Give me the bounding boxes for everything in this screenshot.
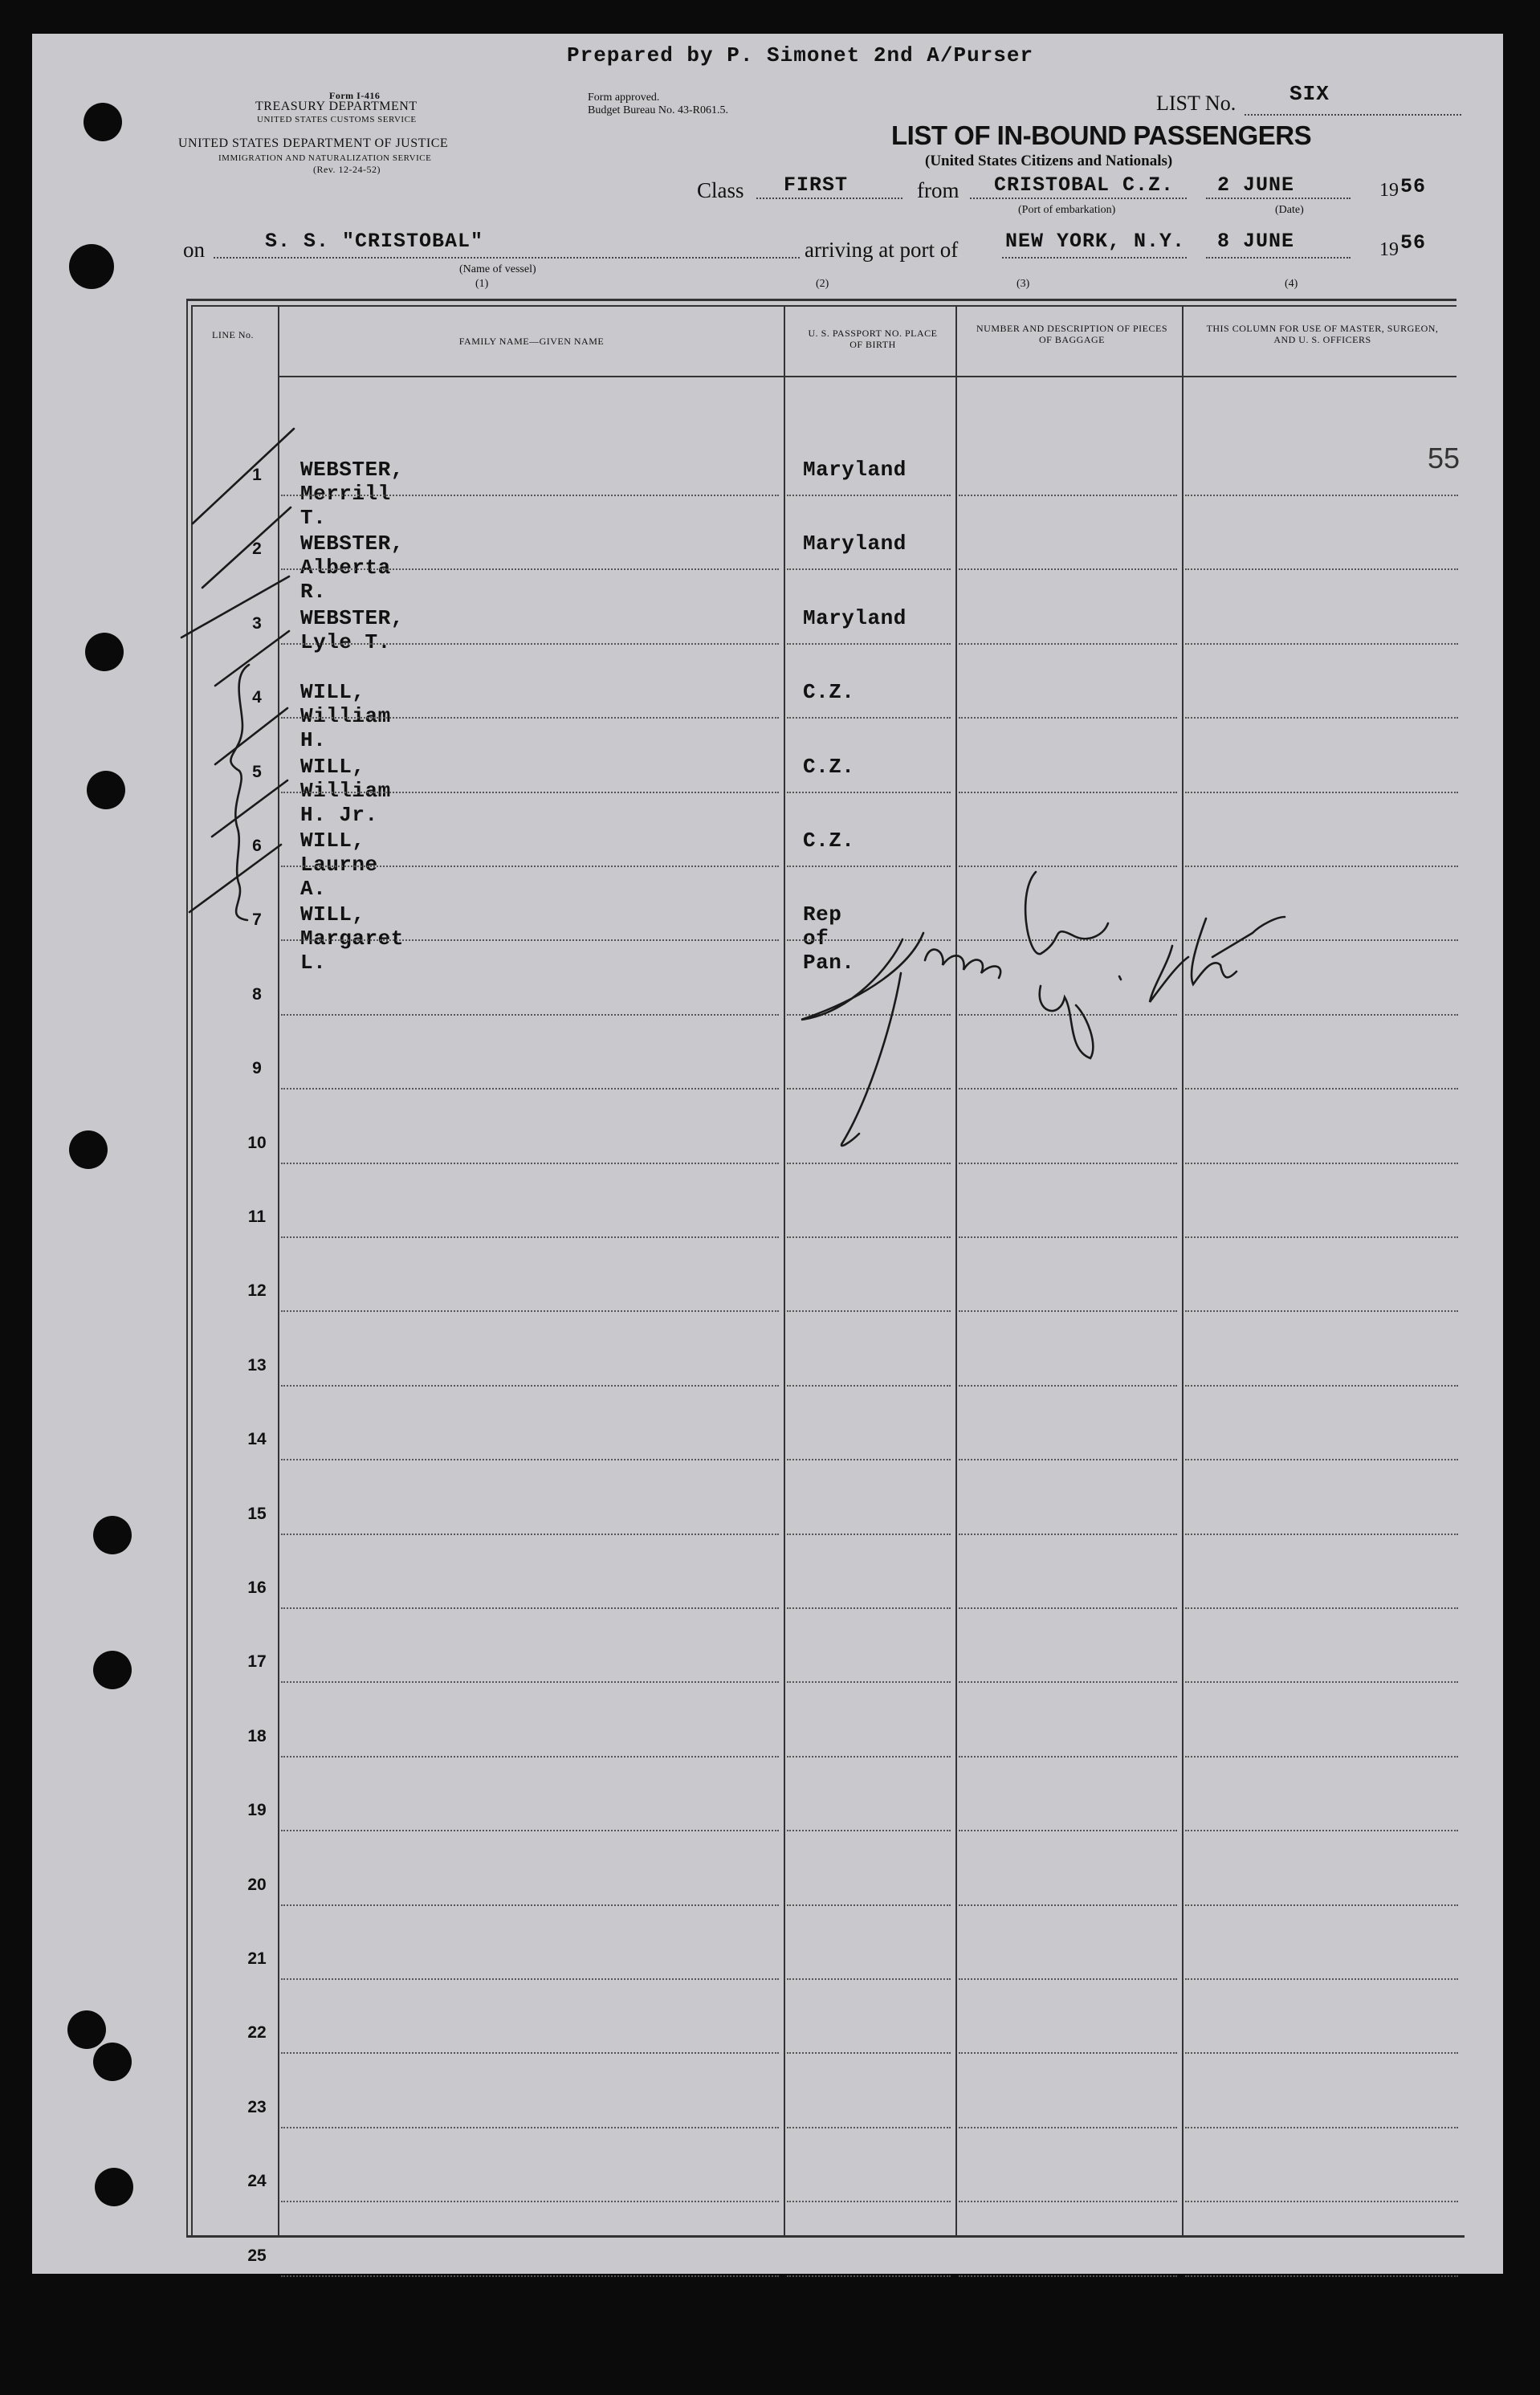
row-rule [281,2052,779,2054]
row-rule [281,1385,779,1387]
row-rule [787,2052,951,2054]
header-officers: THIS COLUMN FOR USE OF MASTER, SURGEON, AND U. S. OFFICERS [1206,323,1439,345]
col-marker-4: (4) [1285,278,1298,290]
vessel-name: S. S. "CRISTOBAL" [265,230,484,253]
place-of-birth: Maryland [803,532,906,556]
row-rule [787,1163,951,1164]
place-of-birth: C.Z. [803,829,855,853]
row-rule [281,1088,779,1090]
document-page [32,34,1503,2274]
col-marker-1: (1) [475,278,489,290]
passenger-name: WEBSTER, Merrill T. [300,458,404,530]
col-marker-2: (2) [816,278,829,290]
dept-justice: UNITED STATES DEPARTMENT OF JUSTICE [178,136,449,150]
table-top-border [186,299,1456,301]
passenger-name: WILL, William H. [300,680,391,753]
arriving-label: arriving at port of [805,238,959,262]
prepared-by: Prepared by P. Simonet 2nd A/Purser [567,43,1034,67]
row-rule [787,2127,951,2128]
page-subtitle: (United States Citizens and Nationals) [925,153,1173,169]
row-rule [1185,1310,1458,1312]
place-of-birth: C.Z. [803,754,855,779]
row-rule [959,1534,1177,1535]
row-rule [787,1236,951,1238]
header-baggage: NUMBER AND DESCRIPTION OF PIECES OF BAGGAGE [976,323,1168,345]
row-rule [959,939,1177,941]
row-rule [959,1014,1177,1016]
row-rule [959,1459,1177,1460]
header-line-no: LINE No. [212,329,254,340]
row-rule [787,1310,951,1312]
line-number: 16 [247,1578,267,1597]
row-rule [281,1978,779,1980]
line-number: 8 [252,984,262,1004]
punch-hole [67,2010,106,2049]
place-of-birth: Rep of Pan. [803,902,855,976]
row-rule [1185,1681,1458,1683]
row-rule [1185,1236,1458,1238]
row-rule [787,792,951,793]
arrival-year: 56 [1400,231,1427,255]
line-number: 7 [252,910,262,930]
row-rule [959,1904,1177,1906]
line-number: 3 [252,613,262,633]
col-divider-line [278,305,279,2237]
passenger-table [186,299,1471,2265]
line-number: 15 [247,1504,267,1523]
from-label: from [917,178,959,202]
row-rule [959,495,1177,496]
list-no-value: SIX [1289,82,1330,106]
line-number: 22 [247,2023,267,2043]
list-no-line [1245,114,1461,116]
vessel-caption: (Name of vessel) [459,263,536,275]
line-number: 4 [252,688,262,707]
row-rule [959,1088,1177,1090]
row-rule [1185,1830,1458,1831]
line-number: 9 [252,1059,262,1078]
place-of-birth: Maryland [803,605,906,630]
row-rule [281,1681,779,1683]
row-rule [281,939,779,941]
row-rule [1185,568,1458,570]
row-rule [281,1756,779,1758]
list-no-label: LIST No. [1156,92,1236,115]
passenger-name: WILL, Laurne A. [300,829,378,901]
line-number: 21 [247,1949,267,1968]
row-rule [959,1163,1177,1164]
row-rule [1185,1904,1458,1906]
row-rule [959,1236,1177,1238]
form-number: Form I-416 [329,90,381,101]
row-rule [1185,1088,1458,1090]
port-embark-caption: (Port of embarkation) [1018,204,1116,216]
row-rule [1185,939,1458,941]
vessel-line [214,257,800,259]
arrival-port-line [1002,257,1187,259]
passenger-name: WILL, Margaret L. [300,902,404,976]
row-rule [787,866,951,867]
table-left-border [186,299,188,2237]
row-rule [787,2201,951,2202]
col-marker-3: (3) [1016,278,1030,290]
year-prefix: 19 [1379,239,1399,260]
class-line [756,198,902,199]
row-rule [281,717,779,719]
row-rule [787,1607,951,1609]
year-prefix: 19 [1379,180,1399,201]
row-rule [787,1534,951,1535]
row-rule [1185,792,1458,793]
row-rule [959,717,1177,719]
dept-treasury: TREASURY DEPARTMENT [255,100,418,113]
row-rule [959,2275,1177,2277]
row-rule [281,568,779,570]
row-rule [787,1756,951,1758]
row-rule [959,1756,1177,1758]
row-rule [281,1607,779,1609]
row-rule [787,2275,951,2277]
table-top-border-inner [191,305,1456,307]
punch-hole [85,633,124,671]
punch-hole [93,1651,132,1689]
row-rule [959,866,1177,867]
row-rule [959,792,1177,793]
line-number: 13 [247,1355,267,1375]
line-number: 1 [252,466,262,484]
line-number: 18 [247,1726,267,1745]
row-rule [281,643,779,645]
row-rule [787,495,951,496]
date-caption: (Date) [1275,204,1304,216]
row-rule [281,792,779,793]
line-number: 14 [247,1430,267,1449]
row-rule [959,1607,1177,1609]
page-title: LIST OF IN-BOUND PASSENGERS [891,120,1312,150]
row-rule [787,1904,951,1906]
line-number: 10 [247,1133,267,1152]
row-rule [281,1904,779,1906]
line-number: 19 [247,1801,267,1820]
line-number: 2 [252,540,262,559]
row-rule [1185,2201,1458,2202]
row-rule [787,1459,951,1460]
departure-year: 56 [1400,175,1427,198]
col-divider-passport [955,305,957,2237]
line-number: 6 [252,837,262,855]
line-number: 23 [247,2097,267,2116]
row-rule [281,2275,779,2277]
place-of-birth: Maryland [803,458,906,482]
header-passport: U. S. PASSPORT NO. PLACE OF BIRTH [808,328,938,350]
line-number: 17 [247,1652,267,1672]
punch-hole [93,1516,132,1554]
table-bottom-border [186,2235,1465,2238]
header-family-name: FAMILY NAME—GIVEN NAME [458,336,605,347]
row-rule [281,1236,779,1238]
table-left-border-inner [191,305,193,2237]
row-rule [281,1830,779,1831]
row-rule [1185,2052,1458,2054]
line-number: 5 [252,762,262,781]
row-rule [959,1681,1177,1683]
row-rule [1185,495,1458,496]
class-value: FIRST [784,173,849,197]
passenger-name: WEBSTER, Lyle T. [300,605,404,654]
row-rule [787,1088,951,1090]
row-rule [1185,1534,1458,1535]
row-rule [959,2127,1177,2128]
class-label: Class [697,178,744,202]
row-rule [281,1163,779,1164]
row-rule [1185,1385,1458,1387]
row-rule [787,568,951,570]
departure-date: 2 JUNE [1217,173,1295,197]
line-number: 25 [247,2246,267,2265]
row-rule [787,717,951,719]
row-rule [1185,866,1458,867]
line-number: 20 [247,1875,267,1894]
row-rule [281,1459,779,1460]
row-rule [281,495,779,496]
form-approved: Form approved. [588,92,660,104]
form-revision: (Rev. 12-24-52) [313,164,381,175]
officer-note: 55 [1428,442,1461,475]
row-rule [1185,643,1458,645]
col-divider-baggage [1182,305,1184,2237]
passenger-name: WEBSTER, Alberta R. [300,532,404,605]
punch-hole [69,1130,108,1169]
row-rule [787,1385,951,1387]
row-rule [1185,1459,1458,1460]
row-rule [281,2127,779,2128]
passenger-name: WILL, William H. Jr. [300,754,391,827]
row-rule [959,2052,1177,2054]
departure-date-line [1206,198,1351,199]
punch-hole [93,2043,132,2081]
row-rule [1185,2127,1458,2128]
arrival-date: 8 JUNE [1217,230,1295,253]
row-rule [1185,1756,1458,1758]
row-rule [1185,717,1458,719]
line-number: 24 [247,2172,267,2191]
line-number: 12 [247,1281,267,1301]
row-rule [281,2201,779,2202]
row-rule [787,1830,951,1831]
row-rule [1185,1163,1458,1164]
row-rule [281,1310,779,1312]
row-rule [787,939,951,941]
place-of-birth: C.Z. [803,680,855,705]
port-of-embarkation: CRISTOBAL C.Z. [994,173,1175,197]
dept-customs: UNITED STATES CUSTOMS SERVICE [257,115,417,124]
port-embark-line [970,198,1187,199]
row-rule [1185,1014,1458,1016]
punch-hole [84,103,122,141]
row-rule [959,1310,1177,1312]
row-rule [1185,2275,1458,2277]
punch-hole [69,244,114,289]
row-rule [959,2201,1177,2202]
arrival-date-line [1206,257,1351,259]
punch-hole [95,2168,133,2206]
row-rule [787,643,951,645]
arrival-port: NEW YORK, N.Y. [1005,230,1186,253]
row-rule [281,866,779,867]
row-rule [959,1978,1177,1980]
row-rule [959,568,1177,570]
row-rule [959,1830,1177,1831]
col-divider-name [784,305,785,2237]
row-rule [281,1014,779,1016]
row-rule [787,1014,951,1016]
row-rule [787,1681,951,1683]
row-rule [787,1978,951,1980]
dept-ins: IMMIGRATION AND NATURALIZATION SERVICE [218,153,432,163]
row-rule [1185,1607,1458,1609]
row-rule [959,1385,1177,1387]
punch-hole [87,771,125,809]
row-rule [281,1534,779,1535]
on-label: on [183,238,205,262]
header-bottom-rule [279,376,1456,377]
line-number: 11 [247,1208,267,1226]
row-rule [1185,1978,1458,1980]
budget-bureau: Budget Bureau No. 43-R061.5. [588,104,728,116]
row-rule [959,643,1177,645]
